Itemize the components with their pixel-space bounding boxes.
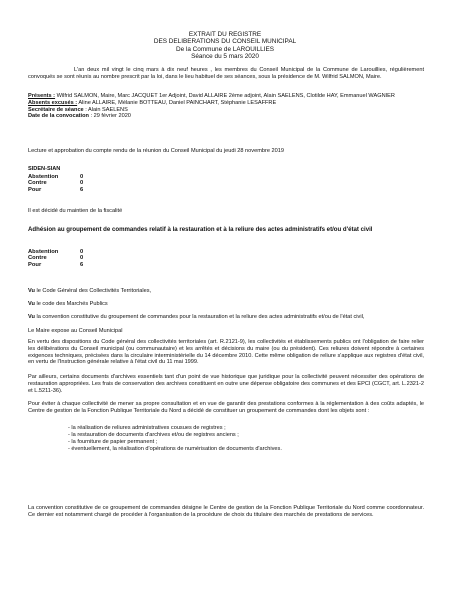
vote-value: 6	[80, 261, 84, 268]
vote-value: 0	[80, 249, 84, 255]
lecture-text: Lecture et approbation du compte rendu de la réunion du Conseil Municipal du jeudi 28 novembre 2019	[28, 148, 284, 154]
paragraph-archives: Par ailleurs, certains documents d'archives essentiels tant d'un point de vue historique que juridique pour la collectivité peuvent nécessiter des opérations de restauration appropriées. Les frais de conservation des archives constituent en outre une dépense obligatoire des communes et des EPCI (CGCT, art. L.2321-2 et L.5211-36).	[28, 374, 424, 394]
header-line: DES DELIBERATIONS DU CONSEIL MUNICIPAL	[153, 38, 297, 46]
paragraph-groupement: Pour éviter à chaque collectivité de mener sa propre consultation et en vue de garantir des prestations conformes à la réglementation à des coûts adaptés, le Centre de gestion de la Fonction Publique Territoriale du Nord a décidé de constituer un groupement de commandes dont les objets sont :	[28, 401, 424, 414]
objets-list	[68, 425, 424, 453]
vote-label: Pour	[28, 186, 42, 193]
convocation-value: : 29 février 2020	[88, 113, 131, 120]
siden-votes	[28, 174, 100, 193]
list-item: - éventuellement, la réalisation d'opérations de numérisation de documents d'archives.	[68, 446, 282, 452]
vote-value: 0	[80, 174, 84, 180]
vote-label: Pour	[28, 261, 42, 268]
siden-decision: Il est décidé du maintien de la fiscalité	[28, 208, 123, 214]
vote-label: Contre	[28, 180, 47, 187]
attendance-block	[28, 93, 424, 120]
vote-value: 0	[80, 180, 84, 187]
convocation-label: Date de la convocation	[28, 113, 89, 120]
vote-value: 0	[80, 255, 84, 262]
vote-label: Contre	[28, 255, 47, 262]
vote-label: Abstention	[28, 249, 59, 255]
vu-convention	[28, 314, 424, 321]
vu-text: le Code Général des Collectivités Territoriales,	[34, 288, 152, 294]
vu-cgct	[28, 288, 424, 295]
absents-label: Absents excusés :	[28, 99, 78, 106]
vu-marches	[28, 301, 424, 308]
vote-label: Abstention	[28, 174, 59, 180]
header-title	[0, 31, 450, 61]
vu-label: Vu	[28, 314, 35, 320]
vu-text: le code des Marchés Publics	[34, 301, 108, 307]
adhesion-title: Adhésion au groupement de commandes relatif à la restauration et à la reliure des actes administratifs et/ou d'état civil	[28, 226, 373, 233]
vu-label: Vu	[28, 288, 35, 294]
secretaire-label: Secrétaire de séance	[28, 106, 84, 113]
list-item: - la fourniture de papier permanent ;	[68, 439, 158, 445]
adhesion-votes	[28, 249, 100, 268]
presents-label: Présents :	[28, 93, 56, 99]
secretaire-value: : Alain SAELENS	[83, 106, 128, 113]
header-line: EXTRAIT DU REGISTRE	[188, 31, 262, 38]
absents-value: Aline ALLAIRE, Mélanie BOTTEAU, Daniel PAINCHART, Stéphanie LESAFFRE	[77, 99, 277, 106]
presents-value: Wilfrid SALMON, Maire, Marc JACQUET 1er Adjoint, David ALLAIRE 2ème adjoint, Alain SAELENS, Clotilde HAY, Emmanuel WAGNIER	[55, 93, 395, 99]
vote-value: 6	[80, 186, 84, 193]
paragraph-coordonnateur: La convention constitutive de ce groupement de commandes désigne le Centre de gestion de la Fonction Publique Territoriale du Nord comme coordonnateur. Ce dernier est notamment chargé de procéder à l'organisation de la procédure de choix du titulaire des marchés de prestations de services.	[28, 505, 424, 518]
vu-text: la convention constitutive du groupement de commandes pour la restauration et la reliure des actes administratifs et/ou de l'état civil,	[34, 314, 365, 320]
header-line: Séance du 5 mars 2020	[191, 53, 259, 61]
list-item: - la réalisation de reliures administratives cousues de registres ;	[68, 425, 226, 431]
maire-expose: Le Maire expose au Conseil Municipal	[28, 328, 123, 334]
header-line: De la Commune de LAROUILLIES	[175, 45, 275, 53]
paragraph-reliure: En vertu des dispositions du Code général des collectivités territoriales (art. R.2121-9), les collectivités et établissements publics ont l'obligation de faire relier les délibérations du Conseil municipal (ou communautaire) et les arrêtés et décisions du maire (ou du président). Ces reliures doivent répondre à certaines exigences techniques, précisées dans la circulaire interministérielle du 14 décembre 2010. Cette même obligation de reliure s'applique aux registres d'état civil, en vertu de l'Instruction générale relative à l'état civil du 11 mai 1999.	[28, 339, 424, 366]
list-item: - la restauration de documents d'archives et/ou de registres anciens ;	[68, 432, 239, 438]
intro-paragraph: L'an deux mil vingt le cinq mars à dix neuf heures , les membres du Conseil Municipal de la Commune de Larouillies, régulièrement convoqués se sont réunis au nombre prescrit par la loi, dans le lieu habituel de ses séances, sous la présidence de M. Wilfrid SALMON, Maire.	[28, 67, 424, 80]
vu-label: Vu	[28, 301, 35, 307]
siden-title: SIDEN-SIAN	[28, 166, 61, 172]
